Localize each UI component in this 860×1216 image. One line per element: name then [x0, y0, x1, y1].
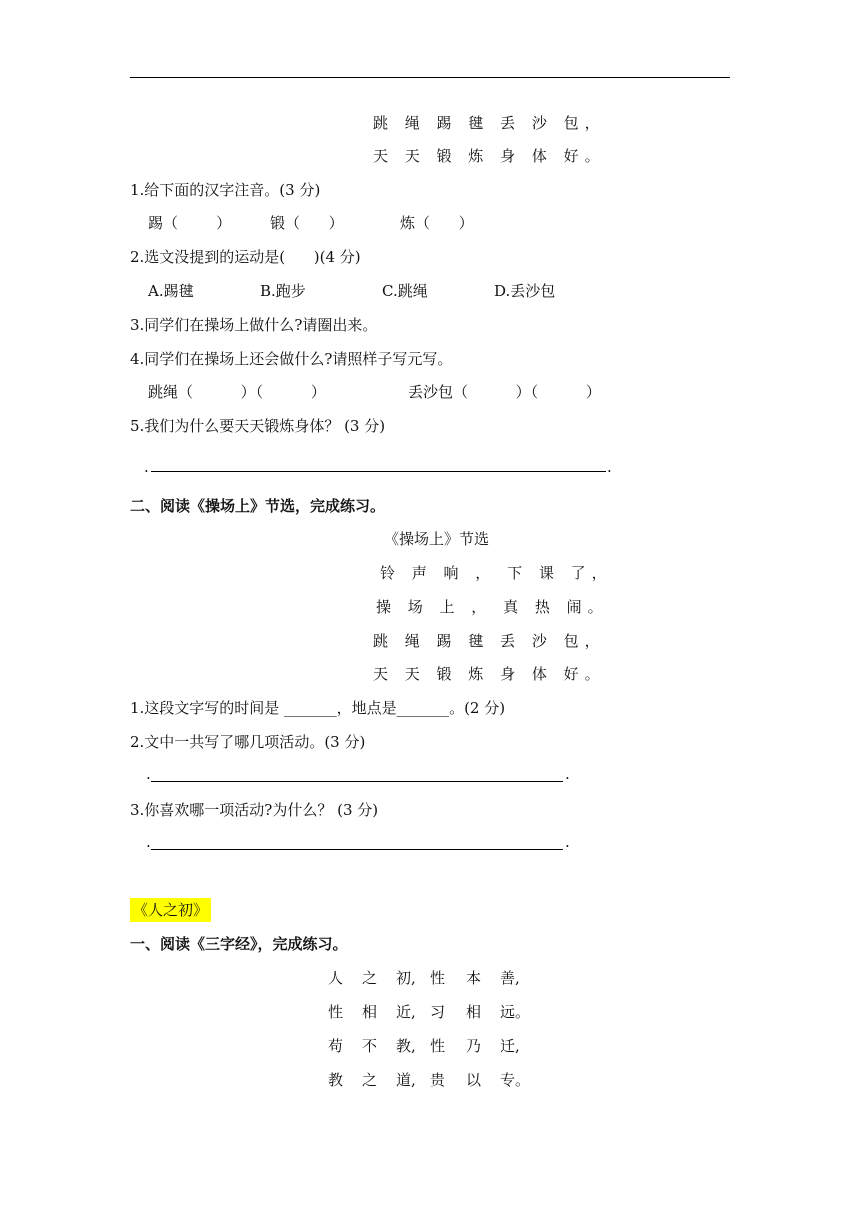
- section-2-question-3: 3.你喜欢哪一项活动?为什么？ (3 分): [130, 801, 379, 819]
- lesson-tag: 《人之初》: [130, 898, 211, 922]
- poem1-line-2: 天 天 锻 炼 身 体 好。: [373, 147, 606, 165]
- poem-char: 之: [362, 969, 378, 987]
- poem-char: 迁,: [500, 1037, 520, 1055]
- answer-line-s2q2[interactable]: [151, 781, 563, 782]
- poem-char: 习: [430, 1003, 446, 1021]
- question-4: 4.同学们在操场上还会做什么?请照样子写元写。: [130, 350, 453, 368]
- poem-char: 近,: [396, 1003, 416, 1021]
- header-rule: [130, 77, 730, 78]
- answer-line-start: .: [144, 458, 149, 476]
- answer-line-start: .: [146, 765, 151, 783]
- poem2-line-2: 操 场 上 ， 真 热 闹。: [376, 598, 609, 616]
- question-2: 2.选文没提到的运动是( )(4 分): [130, 248, 361, 266]
- poem-char: 不: [362, 1037, 378, 1055]
- poem-char: 之: [362, 1071, 378, 1089]
- q4-item-tiaosheng: 跳绳（ ）（ ）: [148, 383, 326, 401]
- poem-char: 道,: [396, 1071, 416, 1089]
- q1-item-ti: 踢（ ）: [148, 214, 232, 232]
- poem2-line-3: 跳 绳 踢 毽 丢 沙 包，: [373, 632, 606, 650]
- q1-item-lian: 炼（ ）: [400, 214, 474, 232]
- poem-char: 性: [430, 1037, 446, 1055]
- poem-char: 苟: [328, 1037, 344, 1055]
- poem-char: 专。: [500, 1071, 531, 1089]
- q1-item-duan: 锻（ ）: [270, 214, 344, 232]
- question-5: 5.我们为什么要天天锻炼身体？ (3 分): [130, 417, 386, 435]
- section-2-question-2: 2.文中一共写了哪几项活动。(3 分): [130, 733, 366, 751]
- poem-char: 初,: [396, 969, 416, 987]
- answer-line-end: .: [607, 458, 612, 476]
- poem-char: 性: [430, 969, 446, 987]
- poem-char: 教,: [396, 1037, 416, 1055]
- q2-option-c: C.跳绳: [382, 282, 428, 300]
- poem-char: 贵: [430, 1071, 446, 1089]
- section-3-heading: 一、阅读《三字经》，完成练习。: [130, 935, 348, 953]
- answer-line-q5[interactable]: [151, 471, 606, 472]
- poem-char: 性: [328, 1003, 344, 1021]
- section-2-heading: 二、阅读《操场上》节选，完成练习。: [130, 497, 386, 515]
- answer-line-start: .: [146, 833, 151, 851]
- poem1-line-1: 跳 绳 踢 毽 丢 沙 包，: [373, 114, 606, 132]
- poem2-line-4: 天 天 锻 炼 身 体 好。: [373, 665, 606, 683]
- q4-item-diushabao: 丢沙包（ ）（ ）: [408, 383, 601, 401]
- poem-char: 善,: [500, 969, 520, 987]
- answer-line-end: .: [565, 833, 570, 851]
- poem-char: 相: [466, 1003, 482, 1021]
- poem-char: 本: [466, 969, 482, 987]
- question-1: 1.给下面的汉字注音。(3 分): [130, 181, 321, 199]
- poem2-line-1: 铃 声 响 ， 下 课 了，: [380, 564, 613, 582]
- section-2-title: 《操场上》节选: [384, 530, 490, 548]
- poem-char: 乃: [466, 1037, 482, 1055]
- answer-line-s2q3[interactable]: [151, 849, 563, 850]
- answer-line-end: .: [565, 765, 570, 783]
- q2-option-b: B.跑步: [260, 282, 306, 300]
- poem-char: 相: [362, 1003, 378, 1021]
- poem-char: 以: [466, 1071, 482, 1089]
- q2-option-d: D.丢沙包: [494, 282, 556, 300]
- poem-char: 人: [328, 969, 344, 987]
- question-3: 3.同学们在操场上做什么?请圈出来。: [130, 316, 378, 334]
- poem-char: 远。: [500, 1003, 531, 1021]
- poem-char: 教: [328, 1071, 344, 1089]
- q2-option-a: A.踢毽: [148, 282, 194, 300]
- section-2-question-1: 1.这段文字写的时间是 _______，地点是_______。(2 分): [130, 699, 506, 717]
